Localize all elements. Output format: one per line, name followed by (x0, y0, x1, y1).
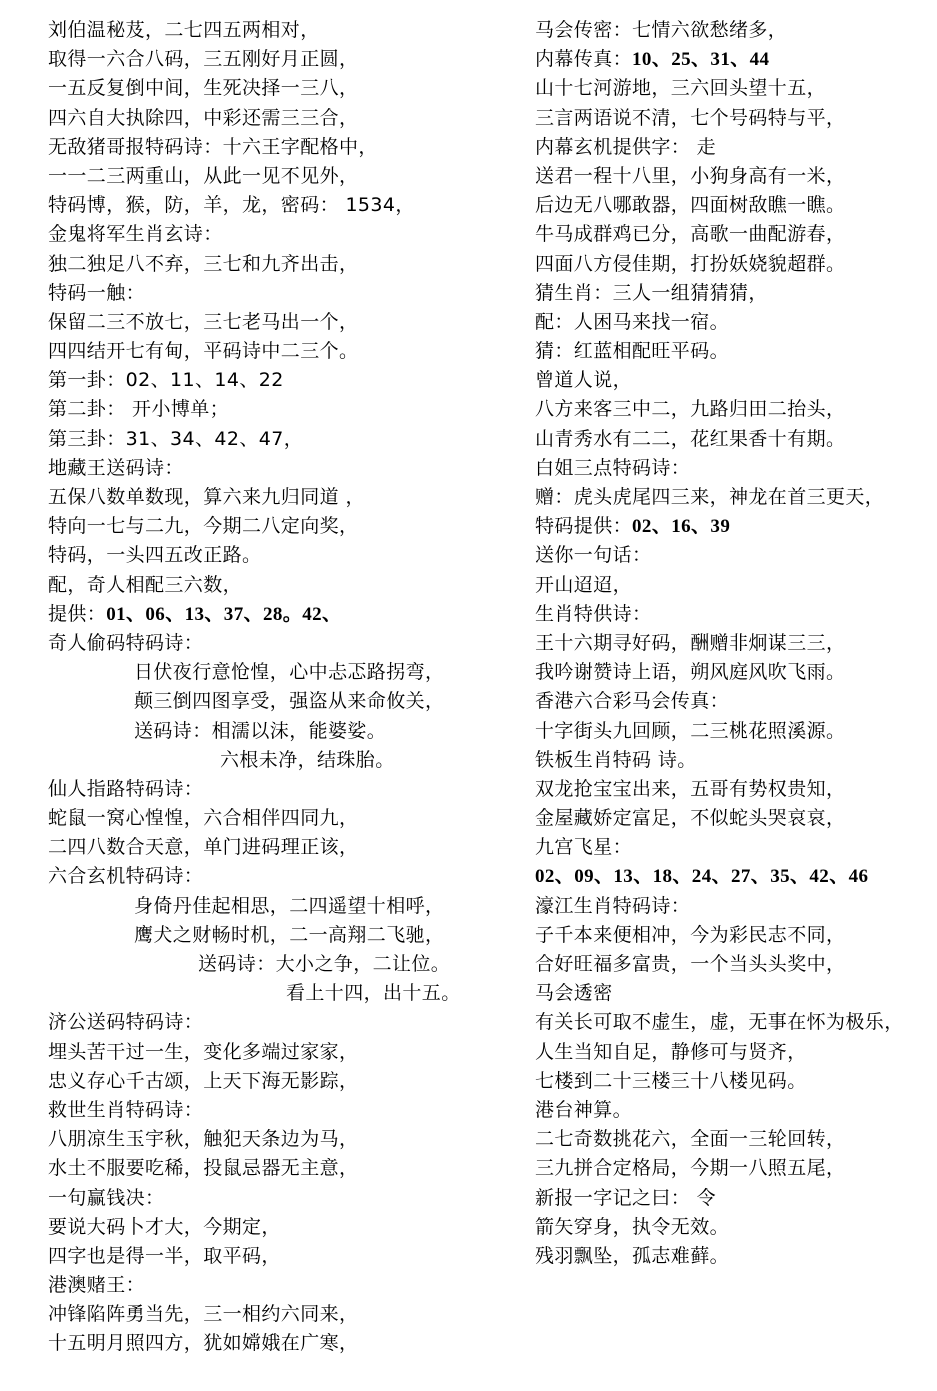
text-line: 四字也是得一半，取平码， (48, 1244, 281, 1267)
section-heading: 六合玄机特码诗： (48, 865, 204, 888)
text-line: 鹰犬之财畅时机，二一高翔二飞驰， (134, 923, 445, 946)
text-line: 无敌猪哥报特码诗：十六王字配格中， (48, 135, 378, 158)
text-line: 山青秀水有二二，花红果香十有期。 (535, 427, 846, 450)
section-heading: 港台神算。 (535, 1098, 633, 1121)
text-line: 双龙抢宝宝出来，五哥有势权贵知， (535, 777, 846, 800)
text-line: 山十七河游地，三六回头望十五， (535, 77, 827, 100)
text-line: 三九拼合定格局，今期一八照五尾， (535, 1157, 846, 1180)
text-line: 六根未净，结珠胎。 (220, 748, 395, 771)
text-line: 取得一六合八码，三五刚好月正圆， (48, 48, 359, 71)
text-line: 内幕玄机提供字： 走 (535, 135, 717, 158)
section-heading: 曾道人说， (535, 369, 633, 392)
text-line: 牛马成群鸡已分，高歌一曲配游春， (535, 223, 846, 246)
text-line: 四面八方侵佳期，打扮妖娆貌超群。 (535, 252, 846, 275)
text-line: 箭矢穿身，执令无效。 (535, 1215, 730, 1238)
neimu-label: 内幕传真： (535, 48, 633, 71)
text-line: 一一二三两重山，从此一见不见外， (48, 164, 359, 187)
text-line: 水土不服要吃稀，投鼠忌器无主意， (48, 1157, 359, 1180)
section-heading: 仙人指路特码诗： (48, 777, 204, 800)
temah-numbers: 02、16、39 (632, 516, 731, 538)
text-line: 埋头苦干过一生，变化多端过家家， (48, 1040, 359, 1063)
text-line: 二四八数合天意，单门进码理正该， (48, 836, 359, 859)
text-line: 忠义存心千古颂，上天下海无影踪， (48, 1069, 359, 1092)
temah-numbers-line (535, 512, 935, 541)
text-line: 开山迢迢， (535, 573, 633, 596)
provided-label: 提供： (48, 602, 107, 625)
text-line: 三言两语说不清，七个号码特与平， (535, 106, 846, 129)
text-line: 残羽飘坠，孤志难藓。 (535, 1244, 730, 1267)
section-heading: 港澳赌王： (48, 1274, 146, 1297)
text-line: 配，奇人相配三六数， (48, 573, 243, 596)
text-line: 送君一程十八里，小狗身高有一米， (535, 164, 846, 187)
section-heading: 特码一触： (48, 281, 146, 304)
text-line: 新报一字记之曰： 令 (535, 1186, 717, 1209)
text-line: 送码诗：大小之争，二让位。 (198, 953, 451, 975)
text-line: 后边无八哪敢器，四面树敌瞧一瞧。 (535, 194, 846, 217)
section-heading: 济公送码特码诗： (48, 1011, 204, 1034)
text-line: 我吟谢赞诗上语，朔风庭风吹飞雨。 (535, 661, 846, 684)
text-line: 十字街头九回顾，二三桃花照溪源。 (535, 719, 846, 742)
text-line: 第一卦：02、11、14、22 (48, 369, 284, 392)
text-line: 四六自大执除四，中彩还需三三合， (48, 106, 359, 129)
text-line: 金屋藏娇定富足，不似蛇头哭哀哀， (535, 807, 846, 830)
text-line: 二七奇数挑花六，全面一三轮回转， (535, 1128, 846, 1151)
text-line: 要说大码卜才大，今期定， (48, 1215, 281, 1238)
text-line: 冲锋陷阵勇当先，三一相约六同来， (48, 1303, 359, 1326)
neimu-numbers: 10、25、31、44 (632, 49, 770, 71)
text-line: 保留二三不放七，三七老马出一个， (48, 310, 359, 333)
text-line: 送码诗：相濡以沫，能婆娑。 (134, 719, 387, 742)
section-heading: 一句赢钱决： (48, 1186, 165, 1209)
text-line: 七楼到二十三楼三十八楼见码。 (535, 1069, 807, 1092)
neimu-numbers-line (535, 45, 935, 74)
text-line: 一五反复倒中间，生死决择一三八， (48, 77, 359, 100)
section-heading: 马会透密 (535, 982, 613, 1005)
section-heading: 送你一句话： (535, 544, 652, 567)
text-line: 看上十四，出十五。 (286, 982, 461, 1005)
section-heading: 香港六合彩马会传真： (535, 690, 730, 713)
text-line: 八朋凉生玉宇秋，触犯天条边为马， (48, 1128, 359, 1151)
text-line: 猜生肖：三人一组猜猜猜， (535, 281, 768, 304)
text-line: 猜：红蓝相配旺平码。 (535, 340, 730, 363)
jiugong-numbers: 02、09、13、18、24、27、35、42、46 (535, 866, 869, 888)
text-line: 独二独足八不弃，三七和九齐出击， (48, 252, 359, 275)
section-heading: 地藏王送码诗： (48, 456, 184, 479)
text-line: 特码博，猴，防，羊，龙，密码： 1534， (48, 194, 415, 217)
text-line: 十五明月照四方，犹如嫦娥在广寒， (48, 1332, 359, 1355)
text-line: 子千本来便相冲，今为彩民志不同， (535, 923, 846, 946)
text-line: 配：人困马来找一宿。 (535, 310, 730, 333)
text-line: 人生当知自足，静修可与贤齐， (535, 1040, 807, 1063)
left-column (48, 16, 518, 1359)
text-line: 蛇鼠一窝心惶惶，六合相伴四同九， (48, 807, 359, 830)
provided-numbers-line (48, 600, 518, 629)
text-line: 日伏夜行意怆惶，心中忐忑路拐弯， (134, 661, 445, 684)
section-heading: 濠江生肖特码诗： (535, 894, 691, 917)
text-line: 第三卦：31、34、42、47， (48, 427, 304, 450)
text-line: 四四结开七有甸，平码诗中二三个。 (48, 340, 359, 363)
section-heading: 九宫飞星： (535, 836, 633, 859)
text-line: 第二卦： 开小博单； (48, 398, 230, 421)
text-line: 马会传密：七情六欲愁绪多， (535, 19, 788, 41)
text-line: 王十六期寻好码，酬赠非炯谋三三， (535, 631, 846, 654)
text-line: 特向一七与二九，今期二八定向奖， (48, 515, 359, 538)
temah-label: 特码提供： (535, 515, 633, 538)
text-line: 颠三倒四图享受，强盗从来命攸关， (134, 690, 445, 713)
section-heading: 白姐三点特码诗： (535, 456, 691, 479)
text-line: 合好旺福多富贵，一个当头头奖中， (535, 953, 846, 975)
provided-numbers: 01、06、13、37、28。42、 (106, 603, 342, 625)
section-heading: 铁板生肖特码 诗。 (535, 748, 697, 771)
text-line: 五保八数单数现，算六来九归同道 ， (48, 486, 365, 508)
text-line: 身倚丹佳起相思，二四遥望十相呼， (134, 894, 445, 917)
text-line: 刘伯温秘芨，二七四五两相对， (48, 19, 320, 41)
text-line: 八方来客三中二，九路归田二抬头， (535, 398, 846, 421)
right-column (535, 16, 935, 1271)
text-line: 有关长可取不虚生，虚，无事在怀为极乐， (535, 1011, 904, 1034)
section-heading: 生肖特供诗： (535, 602, 652, 625)
section-heading: 奇人偷码特码诗： (48, 631, 204, 654)
text-line: 特码，一头四五改正路。 (48, 544, 262, 567)
text-line: 赠：虎头虎尾四三来，神龙在首三更天， (535, 486, 885, 508)
section-heading: 救世生肖特码诗： (48, 1098, 204, 1121)
section-heading: 金鬼将军生肖玄诗： (48, 223, 223, 246)
